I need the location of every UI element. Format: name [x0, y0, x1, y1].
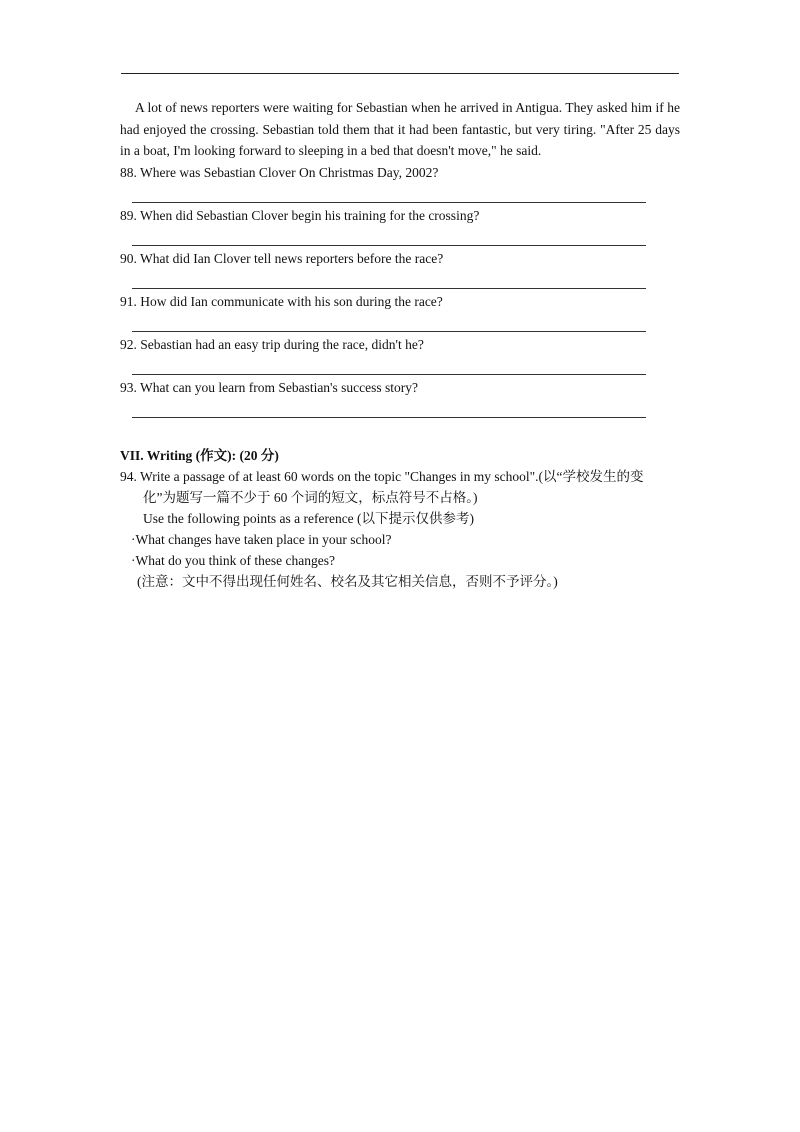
question-text: 89. When did Sebastian Clover begin his training for the crossing?: [120, 207, 480, 223]
writing-section-title: VII. Writing (作文): (20 分): [120, 447, 279, 463]
writing-reference-line: Use the following points as a reference (以下提示仅供参考): [143, 510, 475, 526]
question-90: [120, 248, 680, 289]
document-body: [120, 97, 680, 592]
writing-point-1: ·What changes have taken place in your school?: [131, 531, 392, 547]
question-88: [120, 162, 680, 203]
header-rule: [121, 73, 679, 74]
answer-line[interactable]: [132, 417, 646, 418]
question-text: 93. What can you learn from Sebastian's success story?: [120, 379, 418, 395]
writing-note: (注意：文中不得出现任何姓名、校名及其它相关信息，否则不予评分。): [137, 573, 558, 589]
question-91: [120, 291, 680, 332]
writing-point-2: ·What do you think of these changes?: [131, 552, 335, 568]
question-93: [120, 377, 680, 418]
answer-line[interactable]: [132, 288, 646, 289]
answer-line[interactable]: [132, 331, 646, 332]
answer-line[interactable]: [132, 374, 646, 375]
question-92: [120, 334, 680, 375]
answer-line[interactable]: [132, 202, 646, 203]
question-text: 90. What did Ian Clover tell news reporters before the race?: [120, 250, 444, 266]
writing-prompt-line2: 化”为题写一篇不少于 60 个词的短文，标点符号不占格。): [143, 489, 478, 505]
answer-line[interactable]: [132, 245, 646, 246]
passage-paragraph: A lot of news reporters were waiting for Sebastian when he arrived in Antigua. They asked him if he had enjoyed the crossing. Sebastian told them that it had been fantastic, but very tiring. "After 25 days in a boat, I'm looking forward to sleeping in a bed that doesn't move," he said.: [120, 100, 680, 158]
writing-prompt-line1: 94. Write a passage of at least 60 words on the topic "Changes in my school".(以“学校发生的变: [120, 468, 644, 484]
question-text: 92. Sebastian had an easy trip during the race, didn't he?: [120, 336, 424, 352]
question-text: 88. Where was Sebastian Clover On Christmas Day, 2002?: [120, 164, 439, 180]
question-text: 91. How did Ian communicate with his son during the race?: [120, 293, 443, 309]
question-89: [120, 205, 680, 246]
